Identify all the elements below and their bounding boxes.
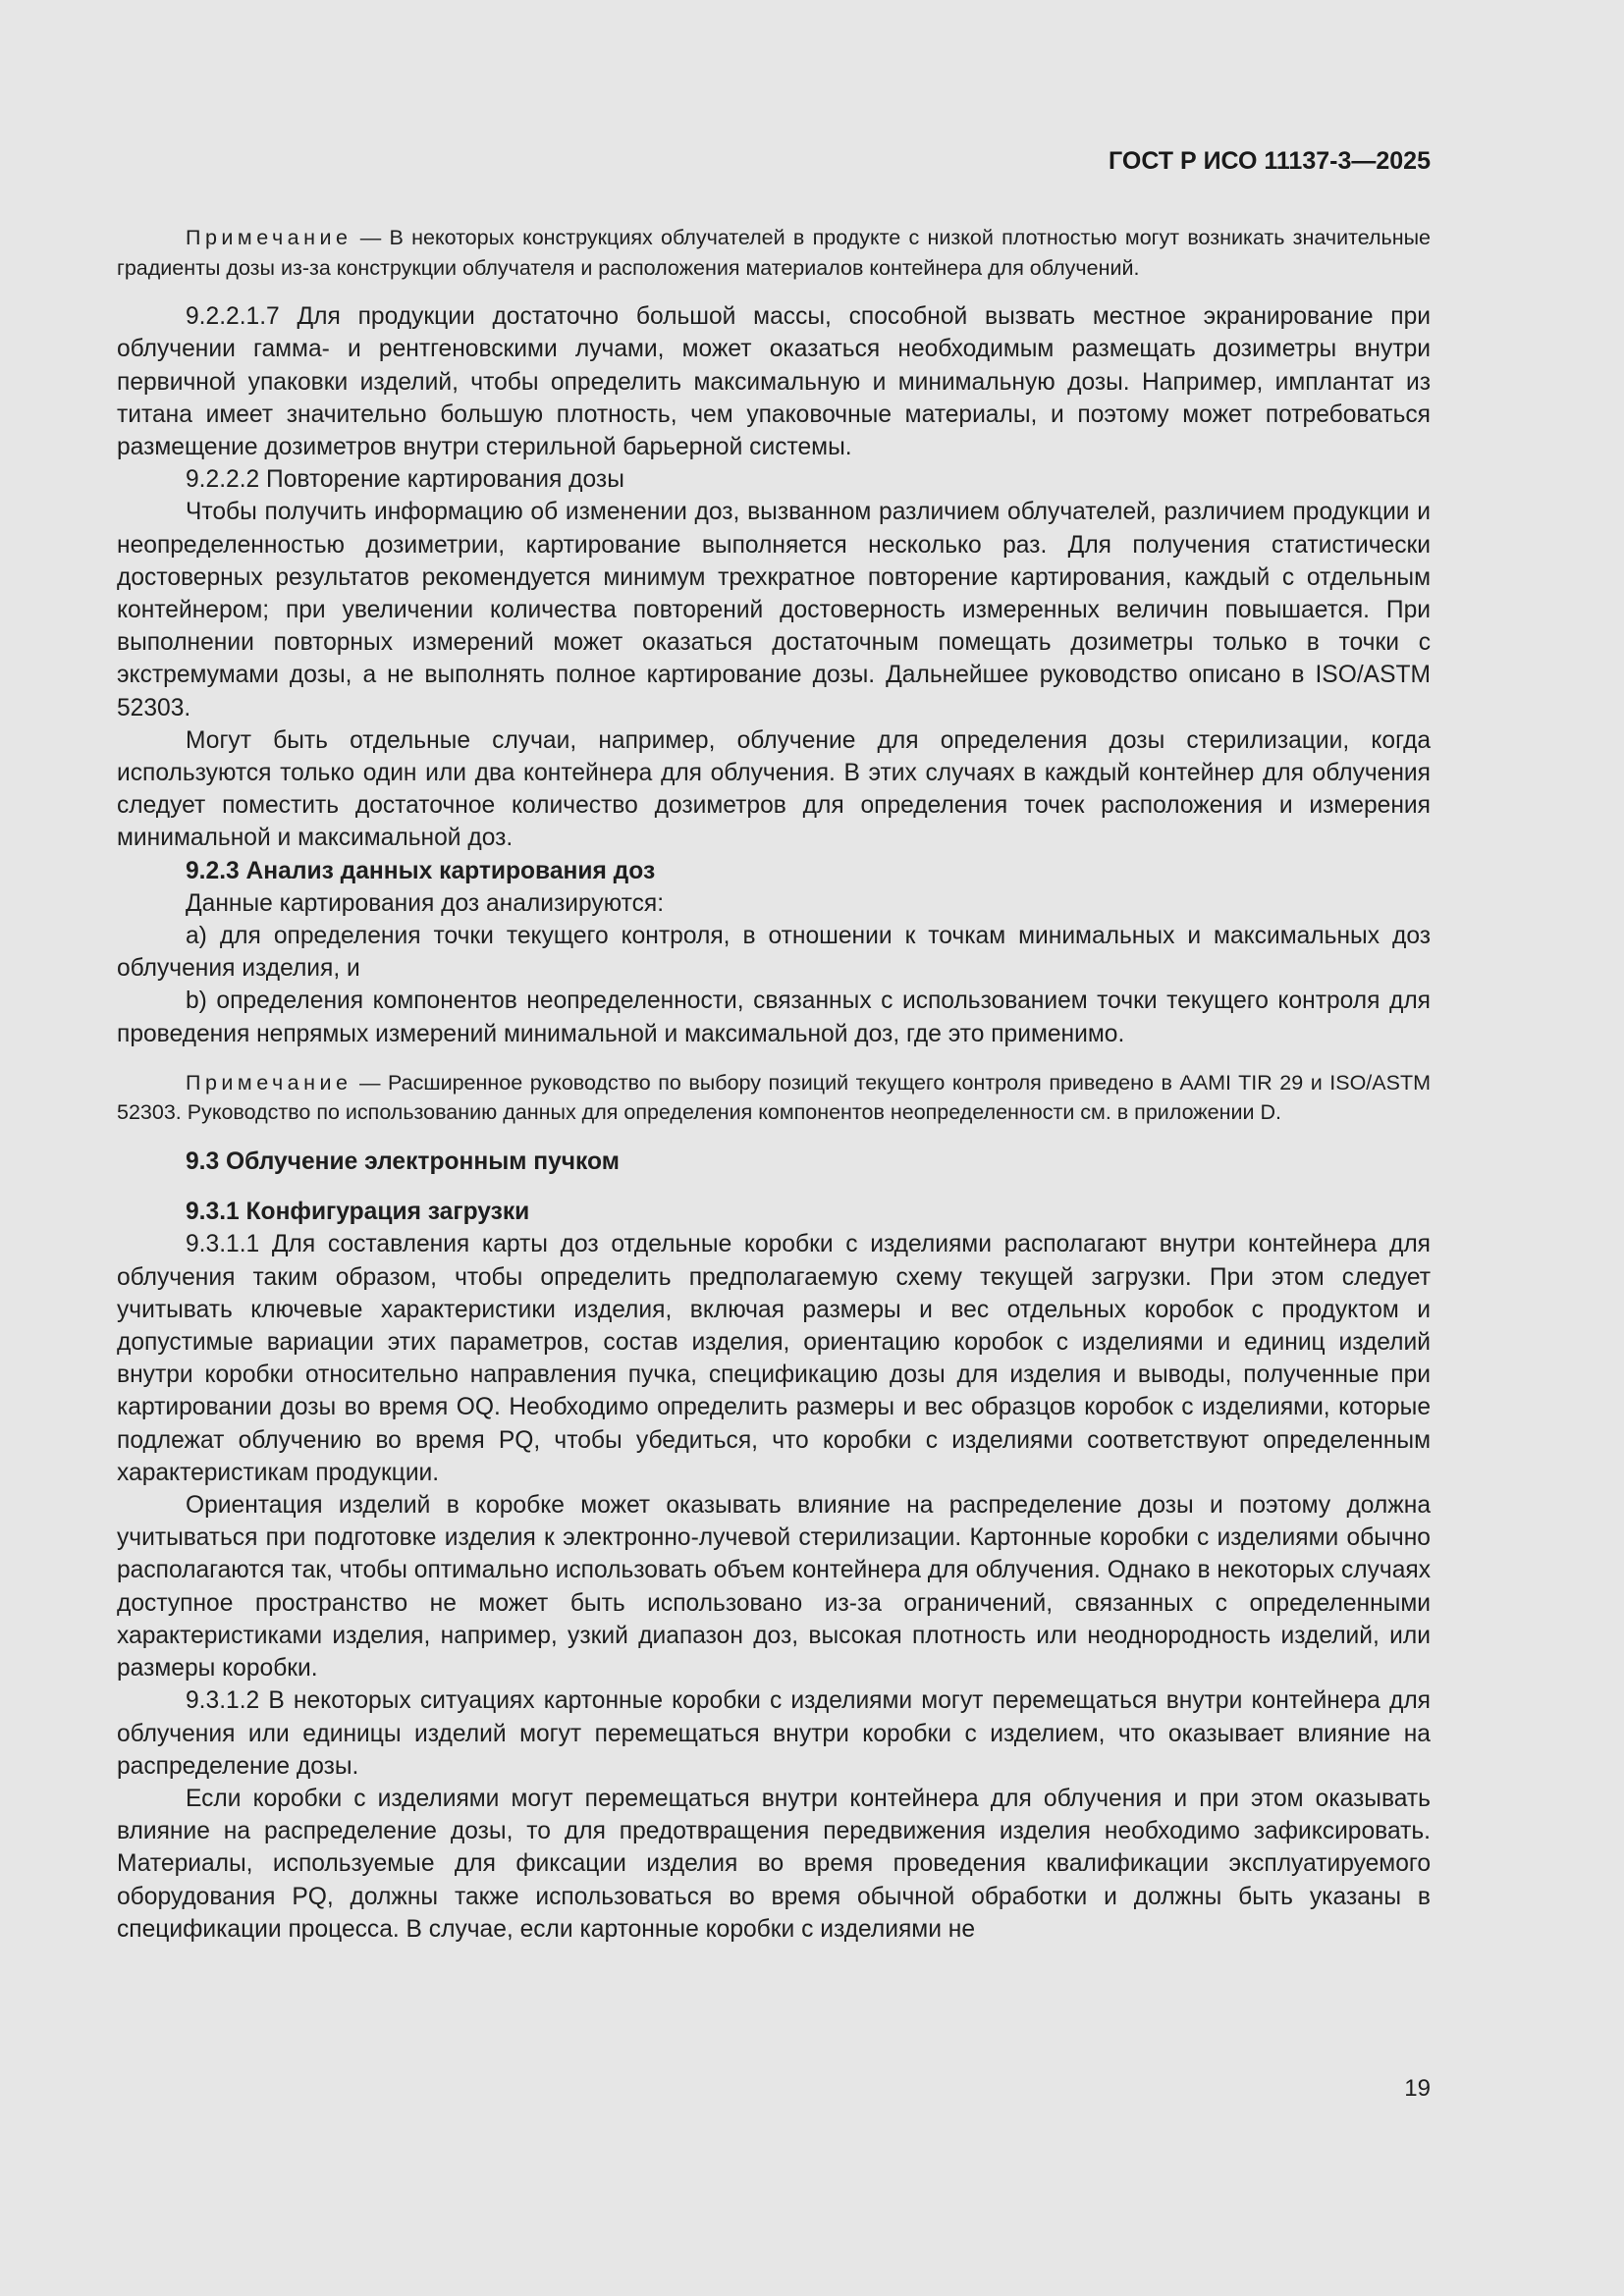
note-label: Примечание (186, 1070, 352, 1095)
note-2 (117, 1068, 1431, 1128)
document-header: ГОСТ Р ИСО 11137-3—2025 (1109, 147, 1431, 175)
note-text: — В некоторых конструкциях облучателей в продукте с низкой плотностью могут возникать значительные градиенты дозы из-за конструкции облучателя и расположения материалов контейнера для облучений. (117, 226, 1431, 280)
section-heading: 9.2.3 Анализ данных картирования доз (186, 857, 656, 884)
section-heading: 9.3.1 Конфигурация загрузки (186, 1199, 530, 1226)
list-item: b) определения компонентов неопределенности, связанных с использованием точки текущего контроля для проведения непрямых измерений минимальной и максимальной доз, где это применимо. (117, 988, 1431, 1047)
note-text: — Расширенное руководство по выбору позиций текущего контроля приведено в AAMI TIR 29 и ISO/ASTM 52303. Руководство по использованию данных для определения компонентов неопределенности см. в приложении D. (117, 1070, 1431, 1125)
paragraph: Данные картирования доз анализируются: (186, 889, 665, 917)
note-1 (117, 223, 1431, 283)
paragraph: 9.2.2.1.7 Для продукции достаточно большой массы, способной вызвать местное экранирование при облучении гамма- и рентгеновскими лучами, может оказаться необходимым размещать дозиметры внутри первичной упаковки изделий, чтобы определить максимальную и минимальную дозы. Например, имплантат из титана имеет значительно большую плотность, чем упаковочные материалы, и поэтому может потребоваться размещение дозиметров внутри стерильной барьерной системы. (117, 303, 1431, 460)
paragraph: 9.3.1.2 В некоторых ситуациях картонные коробки с изделиями могут перемещаться внутри контейнера для облучения или единицы изделий могут перемещаться внутри коробки с изделием, что оказывает влияние на распределение дозы. (117, 1687, 1431, 1780)
paragraph: Чтобы получить информацию об изменении доз, вызванном различием облучателей, различием продукции и неопределенностью дозиметрии, картирование выполняется несколько раз. Для получения статистически достоверных результатов рекомендуется минимум трехкратное повторение картирования, каждый с отдельным контейнером; при увеличении количества повторений достоверность измеренных величин повышается. При выполнении повторных измерений может оказаться достаточным помещать дозиметры только в точки с экстремумами дозы, а не выполнять полное картирование дозы. Дальнейшее руководство описано в ISO/ASTM 52303. (117, 499, 1431, 721)
paragraph: 9.3.1.1 Для составления карты доз отдельные коробки с изделиями располагают внутри контейнера для облучения таким образом, чтобы определить предполагаемую схему текущей загрузки. При этом следует учитывать ключевые характеристики изделия, включая размеры и вес отдельных коробок с продуктом и допустимые вариации этих параметров, состав изделия, ориентацию коробок с изделиями и единиц изделий внутри коробки относительно направления пучка, спецификацию дозы для изделия и выводы, полученные при картировании дозы во время OQ. Необходимо определить размеры и вес образцов коробок с изделиями, которые подлежат облучению во время PQ, чтобы убедиться, что коробки с изделиями соответствуют определенным характеристикам продукции. (117, 1231, 1431, 1486)
document-body (117, 223, 1431, 1946)
note-label: Примечание (186, 226, 352, 249)
subsection-title: 9.2.2.2 Повторение картирования дозы (186, 466, 624, 494)
paragraph: Могут быть отдельные случаи, например, облучение для определения дозы стерилизации, когда используются только один или два контейнера для облучения. В этих случаях в каждый контейнер для облучения следует поместить достаточное количество дозиметров для определения точек расположения и измерения минимальной и максимальной доз. (117, 726, 1431, 852)
paragraph: Ориентация изделий в коробке может оказывать влияние на распределение дозы и поэтому должна учитываться при подготовке изделия к электронно-лучевой стерилизации. Картонные коробки с изделиями обычно располагаются так, чтобы оптимально использовать объем контейнера для облучения. Однако в некоторых случаях доступное пространство не может быть использовано из-за ограничений, связанных с определенными характеристиками изделия, например, узкий диапазон доз, высокая плотность или неоднородность изделий, или размеры коробки. (117, 1492, 1431, 1682)
list-item: a) для определения точки текущего контроля, в отношении к точкам минимальных и максимальных доз облучения изделия, и (117, 923, 1431, 983)
page-number: 19 (1404, 2075, 1431, 2102)
paragraph: Если коробки с изделиями могут перемещаться внутри контейнера для облучения и при этом оказывать влияние на распределение дозы, то для предотвращения передвижения изделия необходимо зафиксировать. Материалы, используемые для фиксации изделия во время проведения квалификации эксплуатируемого оборудования PQ, должны также использоваться во время обычной обработки и должны быть указаны в спецификации процесса. В случае, если картонные коробки с изделиями не (117, 1785, 1431, 1943)
section-heading: 9.3 Облучение электронным пучком (186, 1148, 620, 1176)
